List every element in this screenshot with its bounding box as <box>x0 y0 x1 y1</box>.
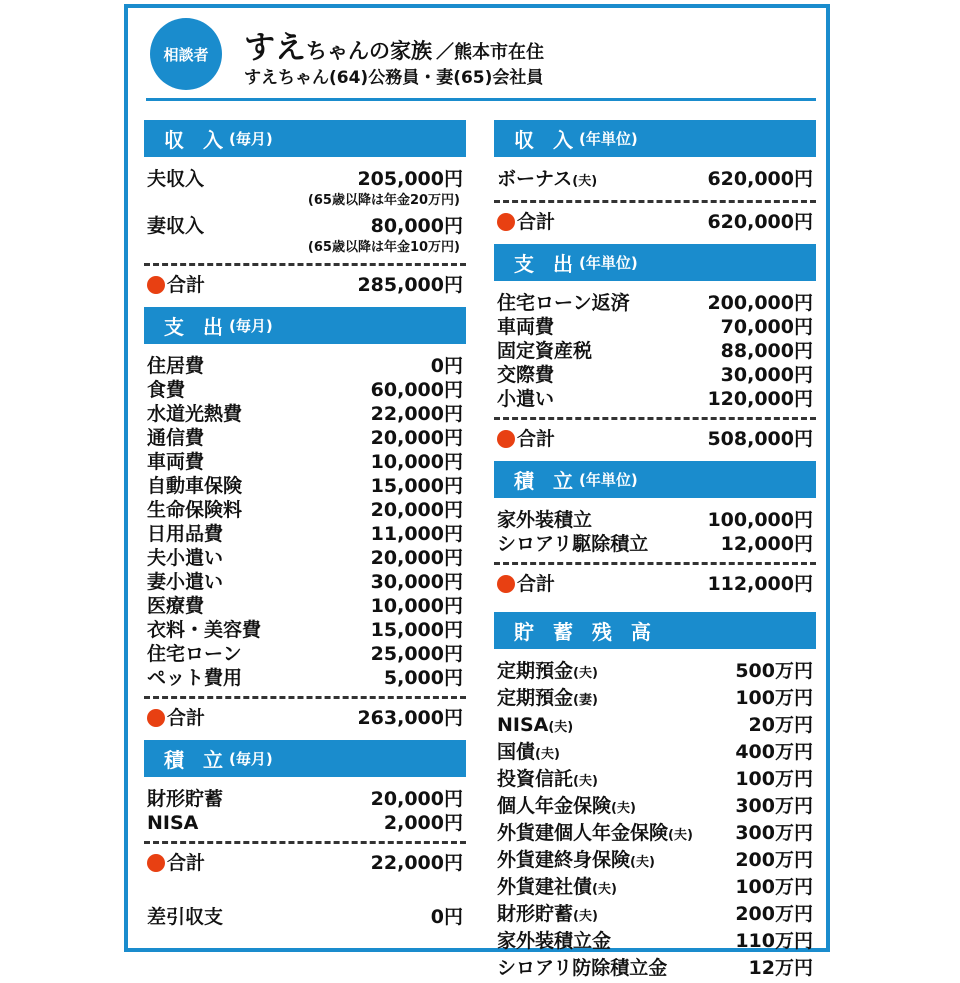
row-label: 通信費 <box>147 427 205 449</box>
row-label: シロアリ駆除積立 <box>497 533 649 555</box>
row-value: 100万円 <box>735 876 813 898</box>
table-row <box>497 339 813 363</box>
total-value: 285,000円 <box>357 274 463 296</box>
total-row <box>144 851 466 875</box>
row-label: 交際費 <box>497 364 555 386</box>
table-row <box>497 291 813 315</box>
section-header-expense-monthly <box>144 307 466 344</box>
row-label-group <box>497 929 611 956</box>
row-value: 2,000円 <box>383 812 463 834</box>
row-label: 財形貯蓄 <box>497 903 574 925</box>
row-value: 300万円 <box>735 822 813 844</box>
expense-yearly-rows <box>494 291 816 411</box>
row-label-group <box>147 450 204 474</box>
total-label: 合計 <box>517 573 556 595</box>
section-title: 積 立 <box>164 748 229 772</box>
total-label: 合計 <box>517 211 556 233</box>
row-label-group <box>497 740 560 767</box>
table-row <box>147 666 463 690</box>
row-label-group <box>497 767 598 794</box>
total-row <box>494 427 816 451</box>
row-label-group <box>497 902 598 929</box>
table-row <box>497 167 813 194</box>
row-label: 投資信託 <box>497 768 574 790</box>
row-label-group <box>497 387 554 411</box>
table-row <box>497 659 813 686</box>
row-value: 200万円 <box>735 849 813 871</box>
row-label: 衣料・美容費 <box>147 619 262 641</box>
row-value: 25,000円 <box>370 643 463 665</box>
row-label: 個人年金保険 <box>497 795 612 817</box>
section-title: 貯 蓄 残 高 <box>514 620 657 644</box>
row-sub: (夫) <box>630 855 655 870</box>
row-label: 車両費 <box>147 451 205 473</box>
row-value: 205,000円 <box>357 168 463 190</box>
row-label: 自動車保険 <box>147 475 243 497</box>
bullet-dot-icon <box>147 854 165 872</box>
row-value: 12万円 <box>748 957 813 979</box>
row-sub: (夫) <box>548 720 574 735</box>
row-label: ペット費用 <box>147 667 243 689</box>
row-value: 15,000円 <box>370 619 463 641</box>
row-value: 500万円 <box>735 660 813 682</box>
table-row <box>147 378 463 402</box>
row-label: 外貨建社債 <box>497 876 593 898</box>
table-row <box>147 618 463 642</box>
row-label: 日用品費 <box>147 523 224 545</box>
income-yearly-rows <box>494 167 816 194</box>
row-label: ボーナス <box>497 168 573 190</box>
balance-row <box>144 905 466 929</box>
row-label-group <box>147 618 261 642</box>
row-note: (65歳以降は年金20万円) <box>307 193 460 208</box>
row-sub: (夫) <box>592 882 617 897</box>
row-label: 車両費 <box>497 316 555 338</box>
table-row <box>147 474 463 498</box>
section-header-income-yearly <box>494 120 816 157</box>
row-label-group <box>497 848 655 875</box>
table-row <box>497 794 813 821</box>
bullet-dot-icon <box>497 575 515 593</box>
table-row <box>147 402 463 426</box>
row-value: 30,000円 <box>370 571 463 593</box>
row-label-group <box>497 339 592 363</box>
dashed-divider <box>494 562 816 565</box>
row-value: 20,000円 <box>370 547 463 569</box>
row-label: 水道光熱費 <box>147 403 243 425</box>
table-row <box>497 315 813 339</box>
table-row <box>497 875 813 902</box>
row-value: 10,000円 <box>370 595 463 617</box>
right-column <box>494 120 816 983</box>
row-sub: (夫) <box>572 174 598 189</box>
row-value: 100万円 <box>735 768 813 790</box>
section-header-expense-yearly <box>494 244 816 281</box>
table-row <box>497 686 813 713</box>
row-label-group <box>497 794 636 821</box>
total-row <box>144 706 466 730</box>
section-header-income-monthly <box>144 120 466 157</box>
family-title-suffix: ちゃんの家族 <box>306 39 432 63</box>
row-sub: (夫) <box>611 801 636 816</box>
table-row <box>147 354 463 378</box>
section-title: 支 出 <box>514 252 579 276</box>
row-value: 15,000円 <box>370 475 463 497</box>
dashed-divider <box>144 263 466 266</box>
row-value: 5,000円 <box>383 667 463 689</box>
total-value: 112,000円 <box>707 573 813 595</box>
row-label: 食費 <box>147 379 186 401</box>
row-label: シロアリ防除積立金 <box>497 957 668 979</box>
table-row <box>147 642 463 666</box>
row-label-group <box>147 666 242 690</box>
table-row <box>497 902 813 929</box>
dashed-divider <box>144 696 466 699</box>
left-column <box>144 120 466 929</box>
savings-balance-rows <box>494 659 816 983</box>
row-label-group <box>497 291 630 315</box>
row-note: (65歳以降は年金10万円) <box>307 240 460 255</box>
row-label: 家外装積立 <box>497 509 593 531</box>
total-label: 合計 <box>517 428 556 450</box>
saving-monthly-rows <box>144 787 466 835</box>
row-label: 生命保険料 <box>147 499 243 521</box>
table-row <box>147 594 463 618</box>
section-period: (年単位) <box>578 254 638 272</box>
row-value: 20,000円 <box>370 499 463 521</box>
row-value: 0円 <box>430 355 463 377</box>
total-row <box>494 210 816 234</box>
dashed-divider <box>144 841 466 844</box>
row-label: 家外装積立金 <box>497 930 612 952</box>
row-label-group <box>497 363 554 387</box>
consultant-badge: 相談者 <box>150 18 222 90</box>
table-row <box>497 740 813 767</box>
section-header-savings-balance <box>494 612 816 649</box>
row-label: 医療費 <box>147 595 205 617</box>
header-divider <box>146 98 816 101</box>
row-value: 20,000円 <box>370 788 463 810</box>
income-monthly-rows <box>144 167 466 257</box>
row-value: 30,000円 <box>720 364 813 386</box>
family-location: ／熊本市在住 <box>436 42 544 63</box>
row-value: 80,000円 <box>370 215 463 237</box>
row-value: 88,000円 <box>720 340 813 362</box>
balance-label: 差引収支 <box>147 906 224 928</box>
section-period: (年単位) <box>578 471 638 489</box>
table-row <box>497 508 813 532</box>
row-value: 100万円 <box>735 687 813 709</box>
row-sub: (妻) <box>573 693 598 708</box>
total-value: 263,000円 <box>357 707 463 729</box>
table-row <box>147 498 463 522</box>
section-title: 支 出 <box>164 315 229 339</box>
row-label-group <box>497 821 693 848</box>
section-title: 収 入 <box>514 128 579 152</box>
row-value: 100,000円 <box>707 509 813 531</box>
table-row <box>497 713 813 740</box>
section-header-saving-yearly <box>494 461 816 498</box>
bullet-dot-icon <box>497 430 515 448</box>
row-sub: (夫) <box>668 828 693 843</box>
row-value: 11,000円 <box>370 523 463 545</box>
row-label-group <box>147 354 204 378</box>
row-label: 財形貯蓄 <box>147 788 224 810</box>
row-label-group <box>147 378 185 402</box>
row-value: 300万円 <box>735 795 813 817</box>
table-row <box>147 450 463 474</box>
row-label-group <box>147 546 223 570</box>
row-label-group <box>147 402 242 426</box>
row-label-group <box>147 570 223 594</box>
family-subtitle: すえちゃん(64)公務員・妻(65)会社員 <box>244 68 544 88</box>
row-label: 国債 <box>497 741 536 763</box>
row-label: 定期預金 <box>497 687 574 709</box>
row-value: 620,000円 <box>707 168 813 190</box>
table-row <box>147 811 463 835</box>
row-value: 200,000円 <box>707 292 813 314</box>
section-period: (毎月) <box>228 317 273 335</box>
total-value: 22,000円 <box>370 852 463 874</box>
bullet-dot-icon <box>497 213 515 231</box>
total-row <box>494 572 816 596</box>
section-header-saving-monthly <box>144 740 466 777</box>
total-label: 合計 <box>167 852 206 874</box>
table-row <box>147 167 463 191</box>
table-row <box>147 214 463 238</box>
balance-value: 0円 <box>430 906 463 928</box>
row-label-group <box>497 315 554 339</box>
row-label-group <box>497 686 598 713</box>
row-label: 固定資産税 <box>497 340 593 362</box>
row-value: 22,000円 <box>370 403 463 425</box>
total-label: 合計 <box>167 274 206 296</box>
row-value: 20,000円 <box>370 427 463 449</box>
row-value: 60,000円 <box>370 379 463 401</box>
table-row <box>497 821 813 848</box>
row-label: 住宅ローン <box>147 643 242 665</box>
row-label-group <box>147 522 223 546</box>
row-label: 住宅ローン返済 <box>497 292 630 314</box>
row-sub: (夫) <box>573 666 598 681</box>
table-row <box>497 956 813 983</box>
row-label: 小遣い <box>497 388 555 410</box>
row-value: 20万円 <box>748 714 813 736</box>
expense-monthly-rows <box>144 354 466 690</box>
row-label: 妻収入 <box>147 215 205 237</box>
row-label: 定期預金 <box>497 660 574 682</box>
table-row <box>497 387 813 411</box>
row-sub: (夫) <box>573 774 598 789</box>
row-value: 120,000円 <box>707 388 813 410</box>
section-title: 積 立 <box>514 469 579 493</box>
row-label: 住居費 <box>147 355 205 377</box>
row-label-group <box>147 642 242 666</box>
row-label-group <box>147 498 242 522</box>
table-row <box>497 848 813 875</box>
row-label: NISA <box>497 714 549 736</box>
total-row <box>144 273 466 297</box>
bullet-dot-icon <box>147 709 165 727</box>
table-row <box>147 787 463 811</box>
dashed-divider <box>494 417 816 420</box>
section-period: (毎月) <box>228 750 273 768</box>
row-label: 外貨建個人年金保険 <box>497 822 669 844</box>
section-period: (毎月) <box>228 130 273 148</box>
row-label: NISA <box>147 812 199 834</box>
row-label-group <box>497 659 598 686</box>
row-label-group <box>147 474 242 498</box>
table-row <box>147 522 463 546</box>
row-label: 妻小遣い <box>147 571 224 593</box>
total-value: 508,000円 <box>707 428 813 450</box>
table-row <box>147 570 463 594</box>
dashed-divider <box>494 200 816 203</box>
family-title-name: すえ <box>244 30 306 66</box>
table-row <box>497 532 813 556</box>
row-label: 外貨建終身保険 <box>497 849 631 871</box>
row-sub: (夫) <box>573 909 598 924</box>
row-label-group <box>147 594 204 618</box>
row-value: 200万円 <box>735 903 813 925</box>
row-value: 70,000円 <box>720 316 813 338</box>
section-title: 収 入 <box>164 128 229 152</box>
row-sub: (夫) <box>535 747 560 762</box>
row-value: 12,000円 <box>720 533 813 555</box>
family-title <box>244 22 544 67</box>
saving-yearly-rows <box>494 508 816 556</box>
bullet-dot-icon <box>147 276 165 294</box>
table-row <box>497 929 813 956</box>
table-row <box>497 767 813 794</box>
total-value: 620,000円 <box>707 211 813 233</box>
row-value: 10,000円 <box>370 451 463 473</box>
row-label: 夫小遣い <box>147 547 224 569</box>
row-label-group <box>497 713 573 740</box>
row-value: 400万円 <box>735 741 813 763</box>
row-value: 110万円 <box>735 930 813 952</box>
section-period: (年単位) <box>578 130 638 148</box>
row-label: 夫収入 <box>147 168 205 190</box>
row-label-group <box>497 956 667 983</box>
row-label-group <box>147 426 204 450</box>
table-row <box>147 546 463 570</box>
table-row <box>497 363 813 387</box>
row-label-group <box>497 875 617 902</box>
table-row <box>147 426 463 450</box>
total-label: 合計 <box>167 707 206 729</box>
